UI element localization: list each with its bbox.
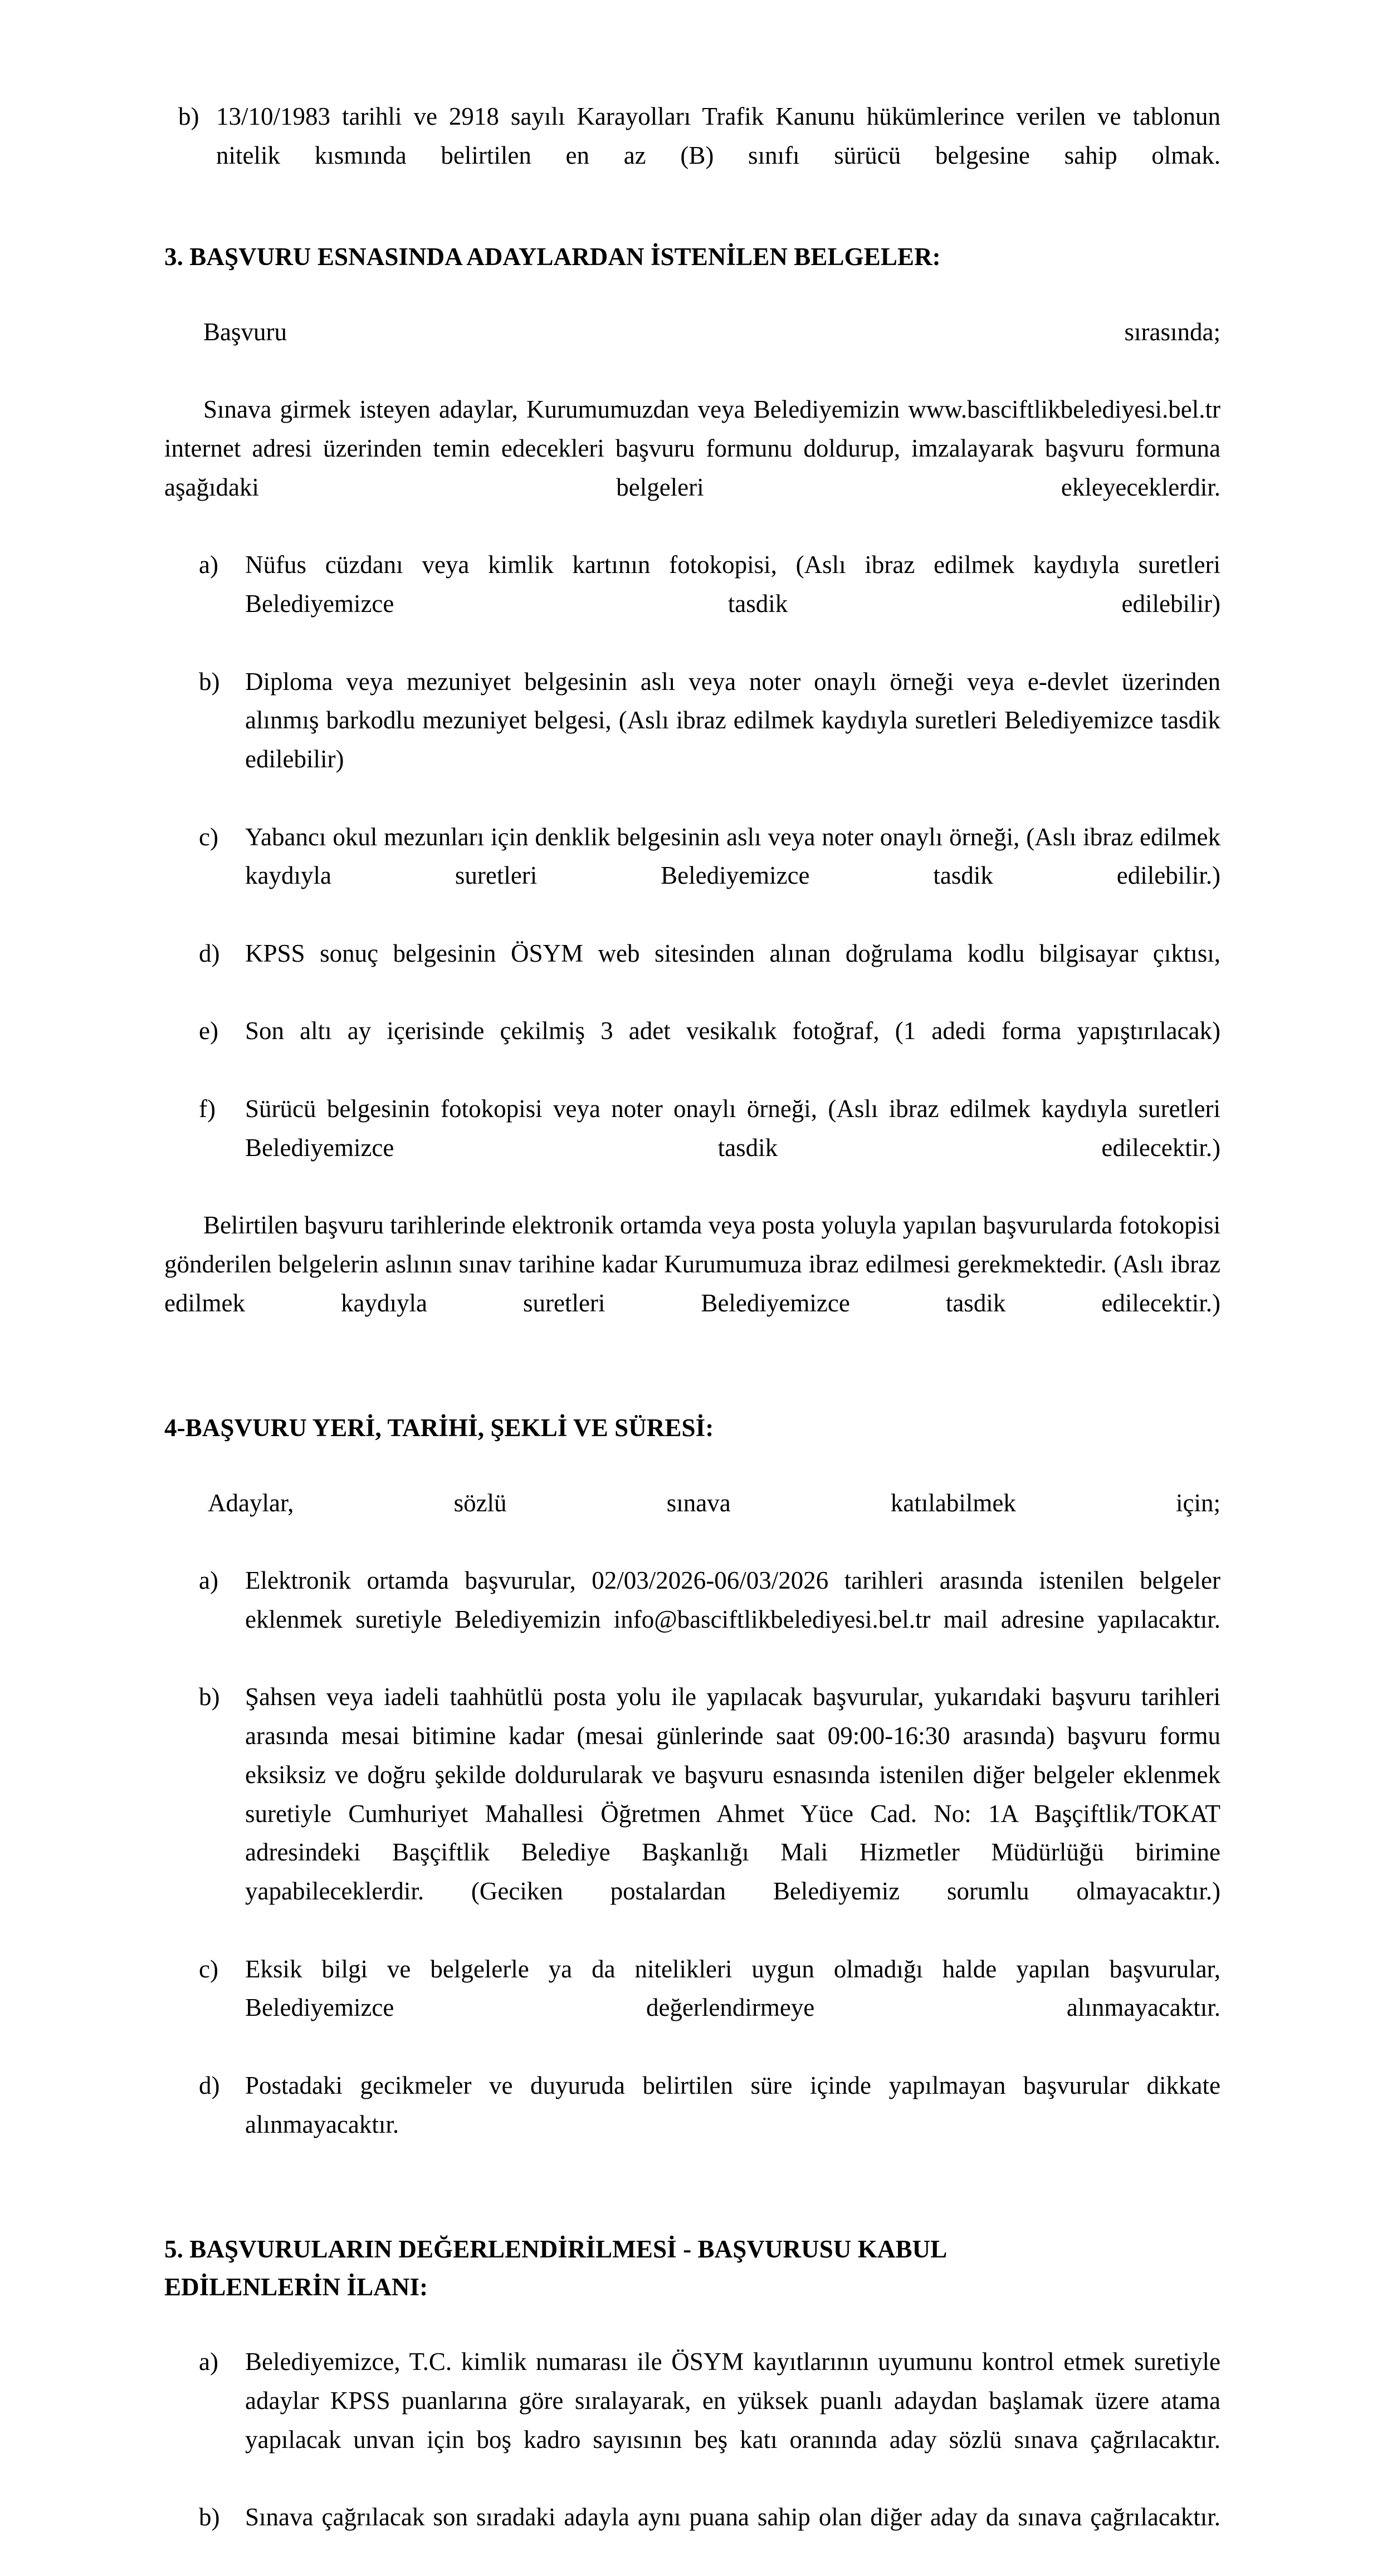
section-4-application-list <box>164 1561 1220 2183</box>
section-3-documents-list <box>164 546 1220 1206</box>
list-item <box>164 1950 1220 2066</box>
spacer <box>164 1447 1220 1484</box>
list-item-text: 13/10/1983 tarihli ve 2918 sayılı Karayolları Trafik Kanunu hükümlerince verilen ve tablonun nitelik kısmında belirtilen en az (B) sınıfı sürücü belgesine sahip olmak. <box>216 102 1220 169</box>
list-marker: b) <box>199 2503 220 2531</box>
list-marker: f) <box>199 1094 216 1123</box>
list-item-text: KPSS sonuç belgesinin ÖSYM web sitesinden alınan doğrulama kodlu bilgisayar çıktısı, <box>245 939 1220 967</box>
list-item-text: Elektronik ortamda başvurular, 02/03/2026-06/03/2026 tarihleri arasında istenilen belgeler eklenmek suretiyle Belediyemizin info@basciftlikbelediyesi.bel.tr mail adresine yapılacaktır. <box>245 1566 1220 1633</box>
top-continued-list <box>164 97 1220 214</box>
section-3-heading: 3. BAŞVURU ESNASINDA ADAYLARDAN İSTENİLEN BELGELER: <box>164 243 941 271</box>
list-item <box>164 2066 1220 2183</box>
list-item <box>164 1678 1220 1950</box>
list-item-text: Nüfus cüzdanı veya kimlik kartının fotokopisi, (Aslı ibraz edilmek kaydıyla suretleri Belediyemizce tasdik edilebilir) <box>245 551 1220 618</box>
list-item <box>164 2343 1220 2498</box>
list-item-text: Belediyemizce, T.C. kimlik numarası ile ÖSYM kayıtlarının uyumunu kontrol etmek suretiyle adaylar KPSS puanlarına göre sıralayarak, en yüksek puanlı adaydan başlamak üzere atama yapılacak unvan için boş kadro sayısının beş katı oranında aday sözlü sınava çağrılacaktır. <box>245 2348 1220 2453</box>
list-marker: b) <box>199 1683 220 1711</box>
list-marker: e) <box>199 1017 218 1045</box>
list-item <box>164 818 1220 934</box>
list-item-text: Sınava çağrılacak son sıradaki adayla aynı puana sahip olan diğer aday da sınava çağrılacaktır. <box>245 2503 1220 2531</box>
list-item <box>164 934 1220 1012</box>
list-item <box>164 1561 1220 1678</box>
list-marker: a) <box>199 551 218 579</box>
list-item <box>164 663 1220 818</box>
section-5-heading-line-1: 5. BAŞVURULARIN DEĞERLENDİRİLMESİ - BAŞVURUSU KABUL <box>164 2235 948 2263</box>
spacer <box>164 1362 1220 1409</box>
list-item <box>164 1012 1220 1090</box>
spacer <box>164 214 1220 238</box>
list-item-text: Eksik bilgi ve belgelerle ya da nitelikleri uygun olmadığı halde yapılan başvurular, Belediyemizce değerlendirmeye alınmayacaktır. <box>245 1955 1220 2022</box>
list-item-text: Yabancı okul mezunları için denklik belgesinin aslı veya noter onaylı örneği, (Aslı ibraz edilmek kaydıyla suretleri Belediyemizce tasdik edilebilir.) <box>245 822 1220 890</box>
list-item-text: Şahsen veya iadeli taahhütlü posta yolu ile yapılacak başvurular, yukarıdaki başvuru tarihleri arasında mesai bitimine kadar (mesai günlerinde saat 09:00-16:30 arasında) başvuru formu eksiksiz ve doğru şekilde doldurularak ve başvuru esnasında istenilen diğer belgeler eklenmek suretiyle Cumhuriyet Mahallesi Öğretmen Ahmet Yüce Cad. No: 1A Başçiftlik/TOKAT adresindeki Başçiftlik Belediye Başkanlığı Mali Hizmetler Müdürlüğü birimine yapabileceklerdir. (Geciken postalardan Belediyemiz sorumlu olmayacaktır.) <box>245 1683 1220 1905</box>
section-5-heading-line-2: EDİLENLERİN İLANI: <box>164 2273 428 2301</box>
list-item-text: Son altı ay içerisinde çekilmiş 3 adet vesikalık fotoğraf, (1 adedi forma yapıştırılacak) <box>245 1017 1220 1045</box>
section-5-evaluation-list <box>164 2343 1220 2576</box>
section-3-intro-line-2: Sınava girmek isteyen adaylar, Kurumumuzdan veya Belediyemizin www.basciftlikbelediyesi.bel.tr internet adresi üzerinden temin edecekleri başvuru formunu doldurup, imzalayarak başvuru formuna aşağıdaki belgeleri ekleyeceklerdir. <box>164 395 1220 501</box>
list-item <box>164 2498 1220 2576</box>
list-marker: b) <box>178 102 199 130</box>
list-marker: a) <box>199 1566 218 1594</box>
list-marker: a) <box>199 2348 218 2376</box>
section-3-intro-line-1: Başvuru sırasında; <box>203 317 1220 346</box>
spacer <box>164 2306 1220 2343</box>
section-3-closing-paragraph: Belirtilen başvuru tarihlerinde elektronik ortamda veya posta yoluyla yapılan başvurularda fotokopisi gönderilen belgelerin aslının sınav tarihine kadar Kurumumuza ibraz edilmesi gerekmektedir. (Aslı ibraz edilmek kaydıyla suretleri Belediyemizce tasdik edilecektir.) <box>164 1211 1220 1317</box>
spacer <box>164 276 1220 313</box>
list-marker: b) <box>199 667 220 696</box>
section-4-heading: 4-BAŞVURU YERİ, TARİHİ, ŞEKLİ VE SÜRESİ: <box>164 1414 714 1442</box>
spacer <box>164 2183 1220 2231</box>
list-marker: d) <box>199 939 220 967</box>
list-item-text: Sürücü belgesinin fotokopisi veya noter onaylı örneği, (Aslı ibraz edilmek kaydıyla suretleri Belediyemizce tasdik edilecektir.) <box>245 1094 1220 1162</box>
list-marker: d) <box>199 2071 220 2099</box>
list-item <box>164 546 1220 662</box>
list-item-text: Diploma veya mezuniyet belgesinin aslı veya noter onaylı örneği veya e-devlet üzerinden alınmış barkodlu mezuniyet belgesi, (Aslı ibraz edilmek kaydıyla suretleri Belediyemizce tasdik edilebilir) <box>245 667 1220 773</box>
list-marker: c) <box>199 822 218 851</box>
list-item <box>164 97 1220 214</box>
section-4-intro: Adaylar, sözlü sınava katılabilmek için; <box>208 1488 1220 1517</box>
list-item-text: Postadaki gecikmeler ve duyuruda belirtilen süre içinde yapılmayan başvurular dikkate alınmayacaktır. <box>245 2071 1220 2138</box>
list-item <box>164 1090 1220 1206</box>
list-marker: c) <box>199 1955 218 1983</box>
